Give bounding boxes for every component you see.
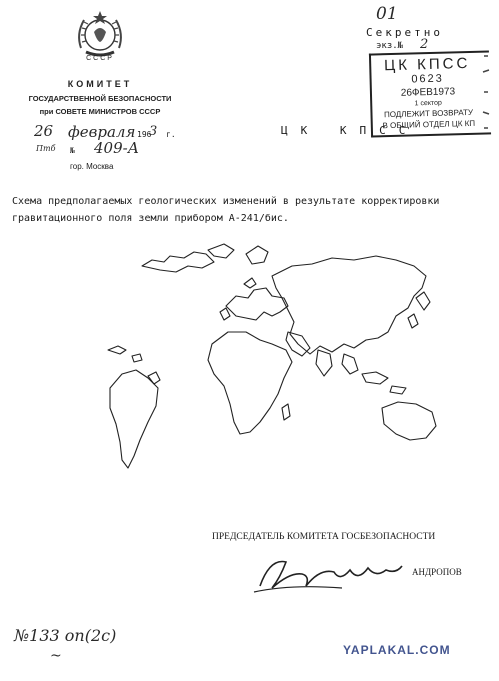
site-watermark: YAPLAKAL.COM	[343, 643, 451, 657]
registration-stamp	[369, 50, 491, 137]
organization-line-1: ГОСУДАРСТВЕННОЙ БЕЗОПАСНОСТИ	[28, 94, 172, 103]
country-label: СССР	[86, 55, 114, 62]
document-number: 409-А	[94, 139, 140, 157]
copy-label: экз.№	[376, 41, 404, 51]
stamp-edge-mark	[482, 52, 490, 132]
handwritten-signature	[250, 548, 420, 598]
handwritten-archive-note: №133 оп(2с)	[14, 626, 117, 645]
date-year-suffix: г.	[166, 130, 176, 139]
world-map	[96, 236, 451, 476]
signatory-name: АНДРОПОВ	[412, 567, 462, 577]
city-label: гор. Москва	[70, 162, 114, 171]
stamp-line-1: ПОДЛЕЖИТ ВОЗВРАТУ	[383, 107, 474, 120]
stamp-title: ЦК КПСС	[383, 54, 471, 75]
date-year-handwritten: 3	[149, 124, 158, 139]
handwritten-mark: ~	[50, 648, 62, 664]
document-number-label: №	[70, 146, 75, 155]
copy-number: 2	[420, 37, 429, 52]
date-month: февраля	[68, 123, 136, 141]
body-text: Схема предполагаемых геологических изменений в результате корректировки гравитационного поля земли прибором А-241/бис.	[12, 196, 440, 224]
date-year-prefix: 196	[137, 130, 152, 139]
stamp-note: 1 сектор	[414, 99, 442, 108]
organization-title: КОМИТЕТ	[67, 79, 133, 89]
date-day: 26	[34, 122, 54, 140]
signatory-title: ПРЕДСЕДАТЕЛЬ КОМИТЕТА ГОСБЕЗОПАСНОСТИ	[212, 532, 436, 542]
corner-handwriting: 01	[376, 4, 398, 24]
classification-label: Секретно	[366, 26, 443, 39]
stamp-line-2: В ОБЩИЙ ОТДЕЛ ЦК КП	[382, 118, 476, 131]
organization-line-2: при СОВЕТЕ МИНИСТРОВ СССР	[39, 107, 161, 116]
state-emblem-icon	[72, 8, 128, 62]
ptb-mark: Птб	[36, 144, 56, 153]
stamp-date: 26ФЕВ1973	[400, 86, 456, 99]
addressee: ЦК КПСС	[281, 124, 419, 137]
stamp-number: 0623	[411, 72, 444, 86]
